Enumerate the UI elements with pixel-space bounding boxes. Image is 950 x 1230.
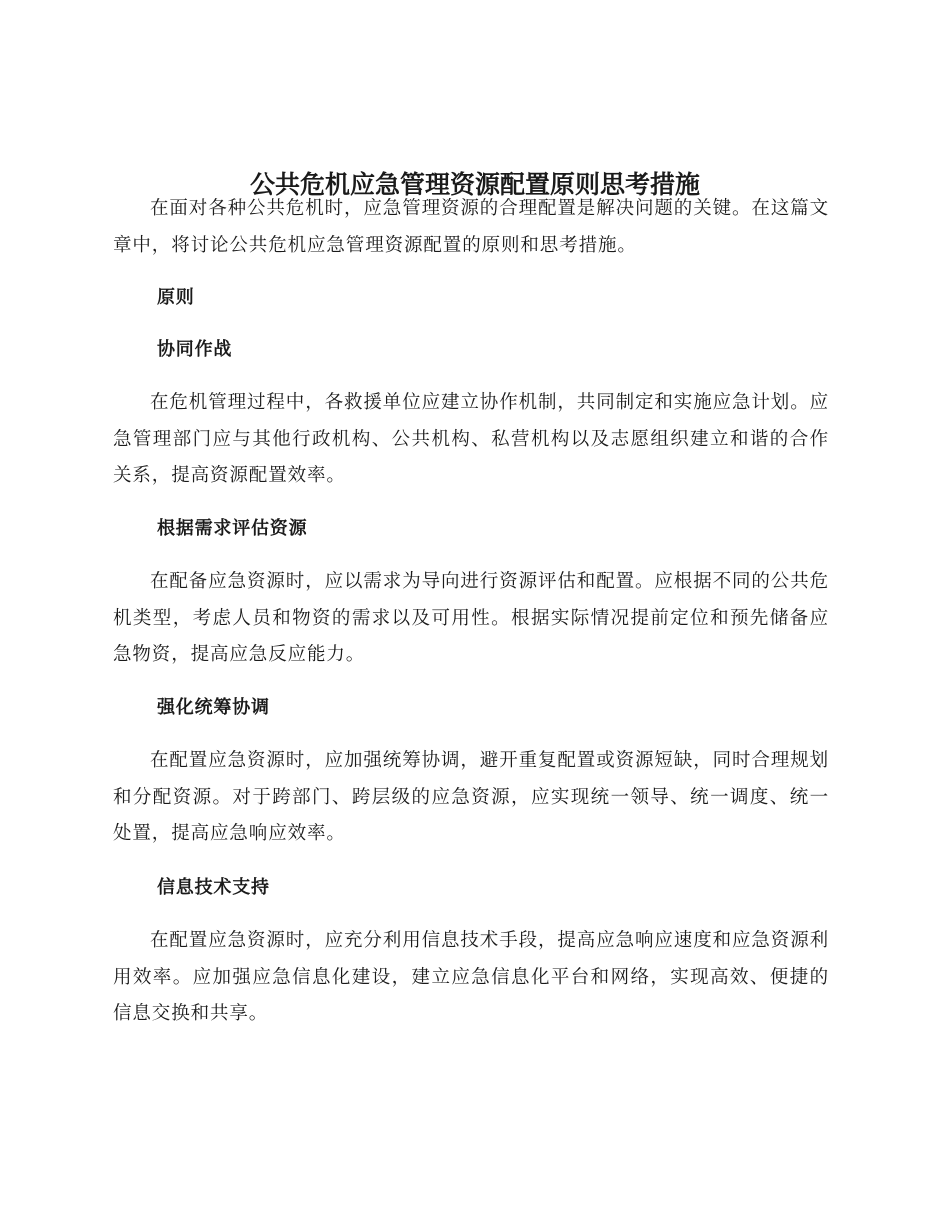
section-body-needs-assessment: 在配备应急资源时，应以需求为导向进行资源评估和配置。应根据不同的公共危机类型，考虑人员和物资的需求以及可用性。根据实际情况提前定位和预先储备应急物资，提高应急反应能力。 [113,571,830,665]
section-body-collaboration: 在危机管理过程中，各救援单位应建立协作机制，共同制定和实施应急计划。应急管理部门应与其他行政机构、公共机构、私营机构以及志愿组织建立和谐的合作关系，提高资源配置效率。 [113,392,830,486]
section-body-it-support: 在配置应急资源时，应充分利用信息技术手段，提高应急响应速度和应急资源利用效率。应加强应急信息化建设，建立应急信息化平台和网络，实现高效、便捷的信息交换和共享。 [113,930,830,1024]
principles-heading: 原则 [157,287,195,308]
section-heading-needs-assessment: 根据需求评估资源 [157,518,308,539]
document-title: 公共危机应急管理资源配置原则思考措施 [249,169,700,199]
section-heading-coordination: 强化统筹协调 [157,697,270,718]
section-heading-it-support: 信息技术支持 [157,877,270,898]
intro-paragraph: 在面对各种公共危机时，应急管理资源的合理配置是解决问题的关键。在这篇文章中，将讨论公共危机应急管理资源配置的原则和思考措施。 [113,198,830,256]
section-body-coordination: 在配置应急资源时，应加强统筹协调，避开重复配置或资源短缺，同时合理规划和分配资源。对于跨部门、跨层级的应急资源，应实现统一领导、统一调度、统一处置，提高应急响应效率。 [113,750,830,844]
section-heading-collaboration: 协同作战 [157,339,233,360]
